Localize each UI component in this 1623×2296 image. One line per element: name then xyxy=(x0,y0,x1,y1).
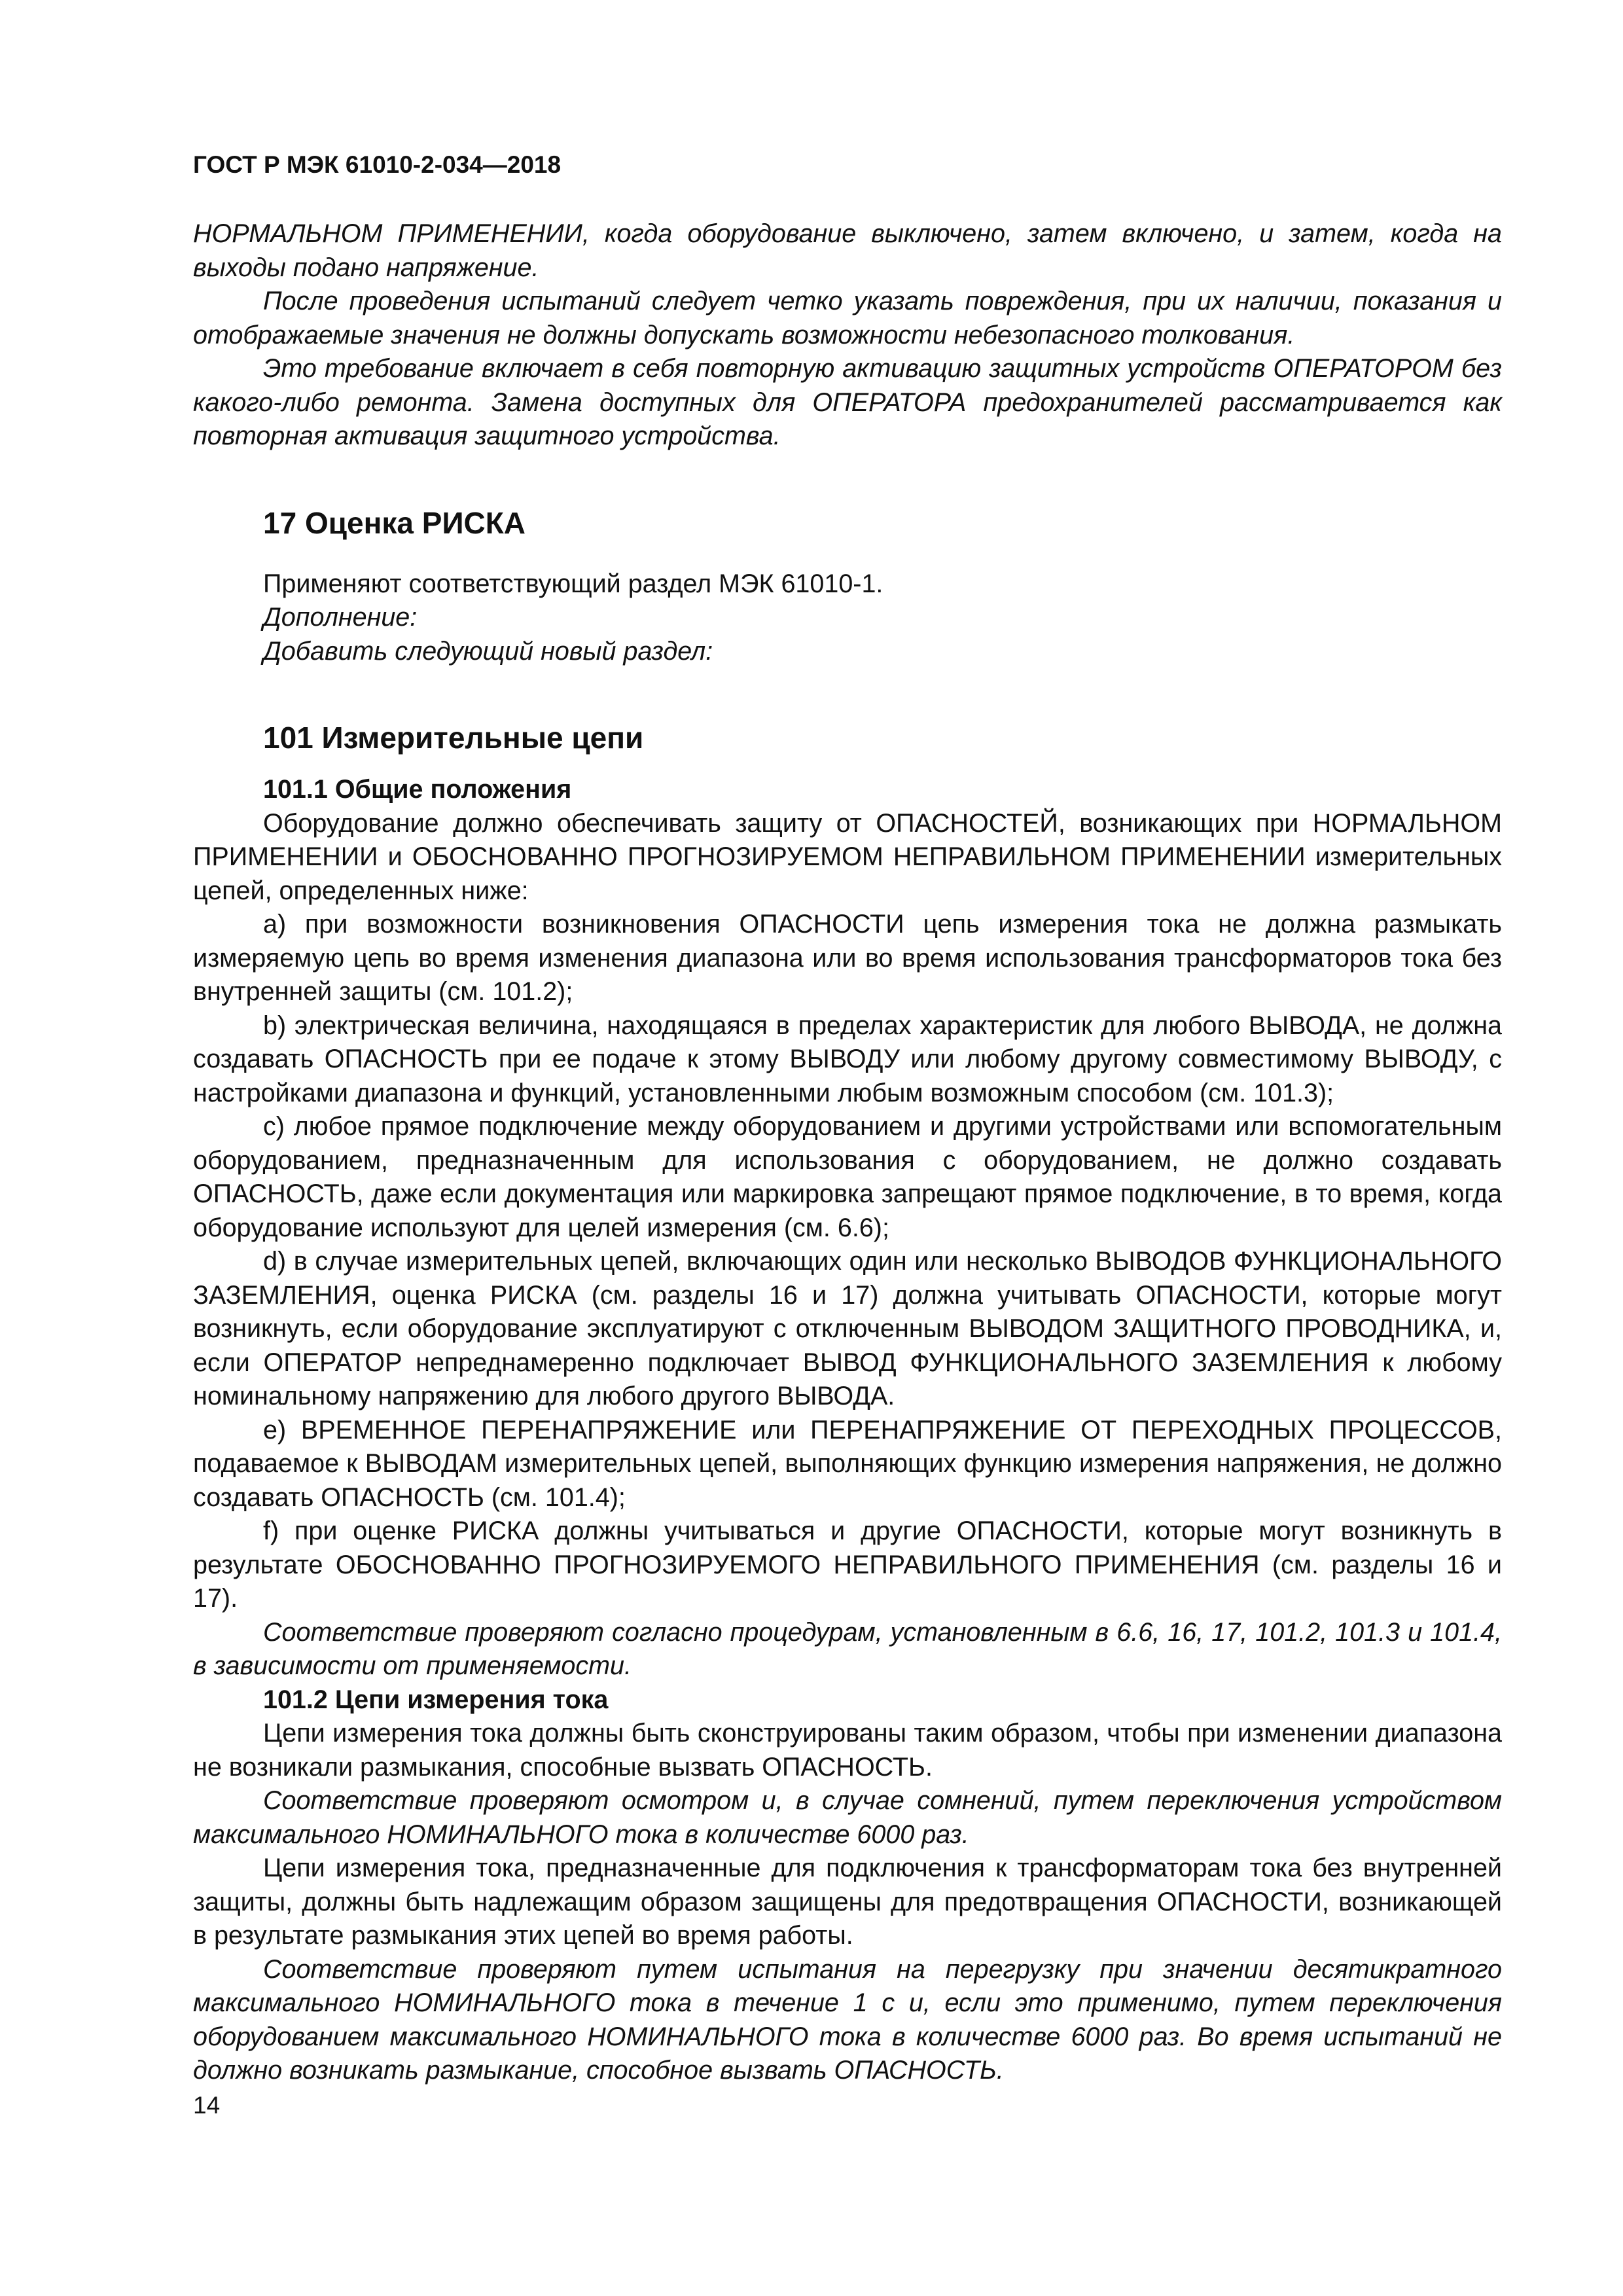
list-item: a) при возможности возникновения ОПАСНОСТИ цепь измерения тока не должна размыкать измеряемую цепь во время изменения диапазона или во время использования трансформаторов тока без внутренней защиты (см. 101.2); xyxy=(193,910,1502,1006)
section-heading-101: 101 Измерительные цепи xyxy=(263,721,644,755)
compliance-paragraph: Соответствие проверяют путем испытания на перегрузку при значении десятикратного максимального НОМИНАЛЬНОГО тока в течение 1 с и, если это применимо, путем переключения оборудованием максимального НОМИНАЛЬНОГО тока в количестве 6000 раз. Во время испытаний не должно возникать размыкание, способное вызвать ОПАСНОСТЬ. xyxy=(193,1954,1502,2085)
document-page xyxy=(193,151,1502,2088)
paragraph: Добавить следующий новый раздел: xyxy=(263,636,713,666)
paragraph: Применяют соответствующий раздел МЭК 61010-1. xyxy=(263,569,883,598)
compliance-paragraph: Соответствие проверяют осмотром и, в случае сомнений, путем переключения устройством максимального НОМИНАЛЬНОГО тока в количестве 6000 раз. xyxy=(193,1786,1502,1849)
section-heading-17: 17 Оценка РИСКА xyxy=(263,505,526,540)
list-item: b) электрическая величина, находящаяся в пределах характеристик для любого ВЫВОДА, не должна создавать ОПАСНОСТЬ при ее подаче к этому ВЫВОДУ или любому другому совместимому ВЫВОДУ, с настройками диапазона и функций, установленными любым возможным способом (см. 101.3); xyxy=(193,1011,1502,1107)
paragraph: Цепи измерения тока, предназначенные для подключения к трансформаторам тока без внутренней защиты, должны быть надлежащим образом защищены для предотвращения ОПАСНОСТИ, возникающей в результате размыкания этих цепей во время работы. xyxy=(193,1854,1502,1950)
paragraph: Цепи измерения тока должны быть сконструированы таким образом, чтобы при изменении диапазона не возникали размыкания, способные вызвать ОПАСНОСТЬ. xyxy=(193,1719,1502,1782)
list-item: e) ВРЕМЕННОЕ ПЕРЕНАПРЯЖЕНИЕ или ПЕРЕНАПРЯЖЕНИЕ ОТ ПЕРЕХОДНЫХ ПРОЦЕССОВ, подаваемое к ВЫВОДАМ измерительных цепей, выполняющих функцию измерения напряжения, не должно создавать ОПАСНОСТЬ (см. 101.4); xyxy=(193,1415,1502,1512)
page-number: 14 xyxy=(193,2092,221,2119)
paragraph: НОРМАЛЬНОМ ПРИМЕНЕНИИ, когда оборудование выключено, затем включено, и затем, когда на выходы подано напряжение. xyxy=(193,219,1502,282)
standard-header: ГОСТ Р МЭК 61010-2-034—2018 xyxy=(193,151,562,178)
subsection-heading-101-2: 101.2 Цепи измерения тока xyxy=(263,1685,609,1714)
subsection-heading-101-1: 101.1 Общие положения xyxy=(263,775,572,804)
paragraph: Оборудование должно обеспечивать защиту от ОПАСНОСТЕЙ, возникающих при НОРМАЛЬНОМ ПРИМЕНЕНИИ и ОБОСНОВАННО ПРОГНОЗИРУЕМОМ НЕПРАВИЛЬНОМ ПРИМЕНЕНИИ измерительных цепей, определенных ниже: xyxy=(193,808,1502,905)
list-item: f) при оценке РИСКА должны учитываться и другие ОПАСНОСТИ, которые могут возникнуть в результате ОБОСНОВАННО ПРОГНОЗИРУЕМОГО НЕПРАВИЛЬНОГО ПРИМЕНЕНИЯ (см. разделы 16 и 17). xyxy=(193,1516,1502,1613)
list-item: c) любое прямое подключение между оборудованием и другими устройствами или вспомогательным оборудованием, предназначенным для использования с оборудованием, не должно создавать ОПАСНОСТЬ, даже если документация или маркировка запрещают прямое подключение, в то время, когда оборудование используют для целей измерения (см. 6.6); xyxy=(193,1112,1502,1242)
compliance-paragraph: Соответствие проверяют согласно процедурам, установленным в 6.6, 16, 17, 101.2, 101.3 и 101.4, в зависимости от применяемости. xyxy=(193,1617,1502,1680)
paragraph: После проведения испытаний следует четко указать повреждения, при их наличии, показания и отображаемые значения не должны допускать возможности небезопасного толкования. xyxy=(193,287,1502,350)
paragraph: Это требование включает в себя повторную активацию защитных устройств ОПЕРАТОРОМ без какого-либо ремонта. Замена доступных для ОПЕРАТОРА предохранителей рассматривается как повторная активация защитного устройства. xyxy=(193,354,1502,450)
paragraph: Дополнение: xyxy=(263,603,418,632)
list-item: d) в случае измерительных цепей, включающих один или несколько ВЫВОДОВ ФУНКЦИОНАЛЬНОГО ЗАЗЕМЛЕНИЯ, оценка РИСКА (см. разделы 16 и 17) должна учитывать ОПАСНОСТИ, которые могут возникнуть, если оборудование эксплуатируют с отключенным ВЫВОДОМ ЗАЩИТНОГО ПРОВОДНИКА, и, если ОПЕРАТОР непреднамеренно подключает ВЫВОД ФУНКЦИОНАЛЬНОГО ЗАЗЕМЛЕНИЯ к любому номинальному напряжению для любого другого ВЫВОДА. xyxy=(193,1247,1502,1410)
